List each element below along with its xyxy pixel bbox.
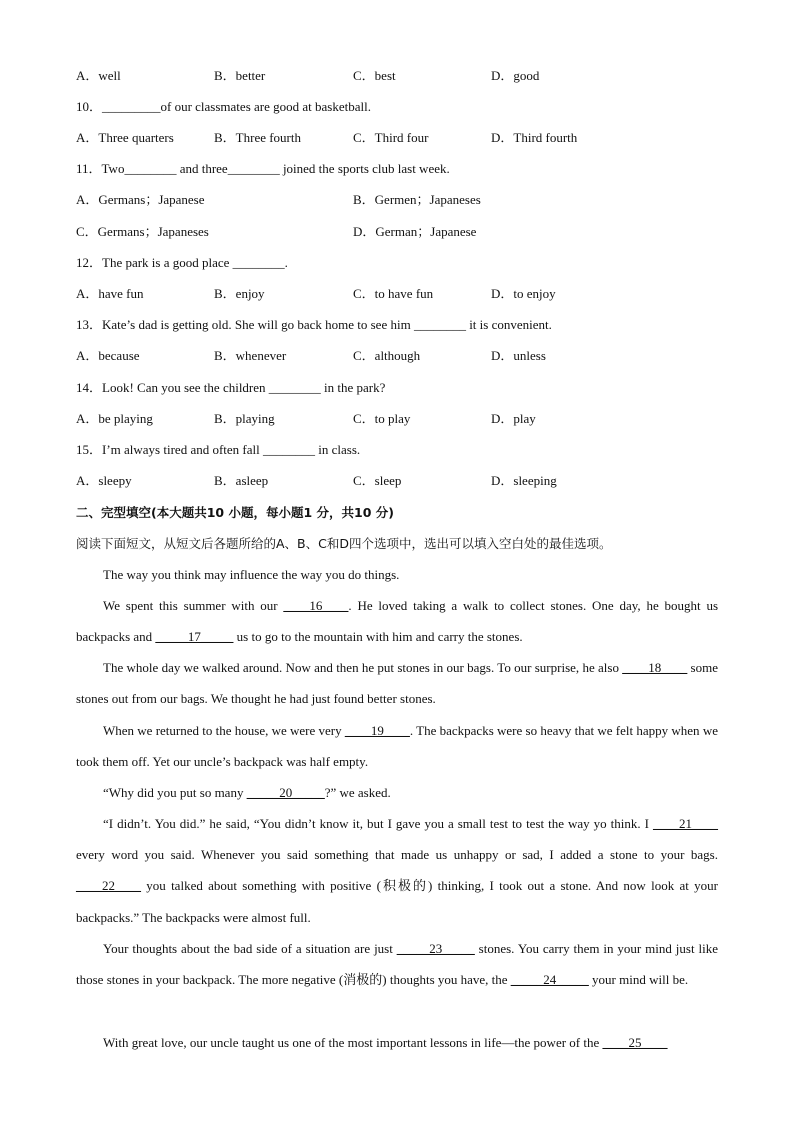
- q13-option-b: B．whenever: [214, 348, 287, 363]
- p2-text-d: us to go to the mountain with him and carry the stones.: [233, 629, 523, 645]
- q9-option-d: D．good: [491, 68, 540, 83]
- q14-option-b: B．playing: [214, 411, 275, 426]
- q10-option-c: C．Third four: [353, 130, 429, 145]
- q15-option-c: C．sleep: [353, 473, 402, 488]
- q10-stem: 10．_________of our classmates are good at basketball.: [76, 99, 371, 114]
- q9-options: [76, 68, 718, 84]
- blank-20: _____20_____: [246, 785, 325, 800]
- q9-option-b: B．better: [214, 68, 266, 83]
- p5-text-a: “Why did you put so many: [103, 785, 247, 800]
- blank-18: ____18____: [622, 660, 688, 675]
- q11-option-b: B．Germen；Japaneses: [353, 192, 481, 207]
- passage-paragraph-8: [76, 1027, 718, 1058]
- q13-option-d: D．unless: [491, 348, 546, 363]
- q15-option-b: B．asleep: [214, 473, 269, 488]
- q12-stem: 12．The park is a good place ________.: [76, 255, 288, 270]
- p3-text-a: The whole day we walked around. Now and then he put stones in our bags. To our surprise, he also: [103, 660, 623, 675]
- q11-options-row2: [76, 224, 718, 240]
- q12-options: [76, 286, 718, 302]
- q15-options: [76, 473, 718, 489]
- blank-19: ____19____: [344, 723, 410, 738]
- passage-paragraph-1: The way you think may influence the way you do things.: [103, 567, 400, 582]
- q13-option-c: C．although: [353, 348, 421, 363]
- q15-stem: 15．I’m always tired and often fall ________ in class.: [76, 442, 361, 457]
- p6-text-c: every word you said. Whenever you said something that made us unhappy or sad, I added a stone to your bags.: [76, 847, 718, 863]
- q11-option-a: A．Germans；Japanese: [76, 192, 205, 207]
- blank-24: _____24_____: [510, 972, 589, 988]
- q14-stem: 14．Look! Can you see the children ________ in the park?: [76, 380, 386, 395]
- passage-paragraph-2: [76, 590, 718, 652]
- q13-options: [76, 348, 718, 364]
- q12-option-b: B．enjoy: [214, 286, 265, 301]
- p7-text-c: stones. You carry them in your mind just like those stones in your backpack. The more negative (消极的) thoughts you have, the: [76, 941, 718, 988]
- q14-option-c: C．to play: [353, 411, 411, 426]
- q15-option-a: A．sleepy: [76, 473, 132, 488]
- q15-option-d: D．sleeping: [491, 473, 557, 488]
- q14-option-d: D．play: [491, 411, 536, 426]
- blank-25: ____25____: [602, 1035, 668, 1050]
- p2-text-a: We spent this summer with our: [103, 598, 284, 613]
- p7-text-d: your mind will be.: [588, 972, 689, 988]
- p3-text-c: some stones out from our bags. We thought he had just found better stones.: [76, 660, 719, 707]
- q11-options-row1: [76, 192, 718, 208]
- passage-paragraph-5: [76, 777, 718, 808]
- q9-option-a: A．well: [76, 68, 121, 83]
- q13-option-a: A．because: [76, 348, 140, 363]
- q14-option-a: A．be playing: [76, 411, 153, 426]
- blank-23: _____23_____: [396, 941, 475, 956]
- passage-paragraph-7: [76, 933, 718, 995]
- section-instruction: 阅读下面短文，从短文后各题所给的A、B、C和D四个选项中，选出可以填入空白处的最佳选项。: [76, 536, 612, 551]
- blank-16: ____16____: [283, 598, 349, 613]
- q11-option-c: C．Germans；Japaneses: [76, 224, 209, 239]
- q12-option-d: D．to enjoy: [491, 286, 556, 301]
- q9-option-c: C．best: [353, 68, 396, 83]
- q10-option-b: B．Three fourth: [214, 130, 302, 145]
- q10-option-d: D．Third fourth: [491, 130, 578, 145]
- p6-text-d: you talked about something with positive (积极的) thinking, I took out a stone. And now look at your backpacks.” The backpacks were almost full.: [76, 878, 718, 925]
- passage-paragraph-6: [76, 808, 718, 933]
- blank-22: ____22____: [76, 878, 141, 894]
- q10-option-a: A．Three quarters: [76, 130, 174, 145]
- passage-paragraph-4: [76, 715, 718, 777]
- q10-options: [76, 130, 718, 146]
- q14-options: [76, 411, 718, 427]
- q12-option-a: A．have fun: [76, 286, 144, 301]
- p4-text-a: When we returned to the house, we were very: [103, 723, 345, 738]
- p8-text-a: With great love, our uncle taught us one of the most important lessons in life—the power of the: [103, 1035, 603, 1050]
- section-heading: 二、完型填空(本大题共10 小题，每小题1 分，共10 分): [76, 505, 394, 520]
- blank-21: ____21____: [653, 816, 718, 831]
- p7-text-a: Your thoughts about the bad side of a situation are just: [103, 941, 397, 956]
- p5-text-c: ?” we asked.: [324, 785, 391, 800]
- p4-text-c: . The backpacks were so heavy that we felt happy when we took them off. Yet our uncle’s backpack was half empty.: [76, 723, 718, 770]
- q13-stem: 13．Kate’s dad is getting old. She will go back home to see him ________ it is convenient.: [76, 317, 552, 332]
- q12-option-c: C．to have fun: [353, 286, 434, 301]
- p2-text-c: . He loved taking a walk to collect stones. One day, he bought us backpacks and: [76, 598, 719, 645]
- p6-text-a: “I didn’t. You did.” he said, “You didn’t know it, but I gave you a small test to test the way yo think. I: [103, 816, 653, 831]
- q11-stem: 11．Two________ and three________ joined the sports club last week.: [76, 161, 450, 176]
- passage-paragraph-3: [76, 652, 718, 714]
- q11-option-d: D．German；Japanese: [353, 224, 477, 239]
- blank-17: _____17_____: [155, 629, 234, 645]
